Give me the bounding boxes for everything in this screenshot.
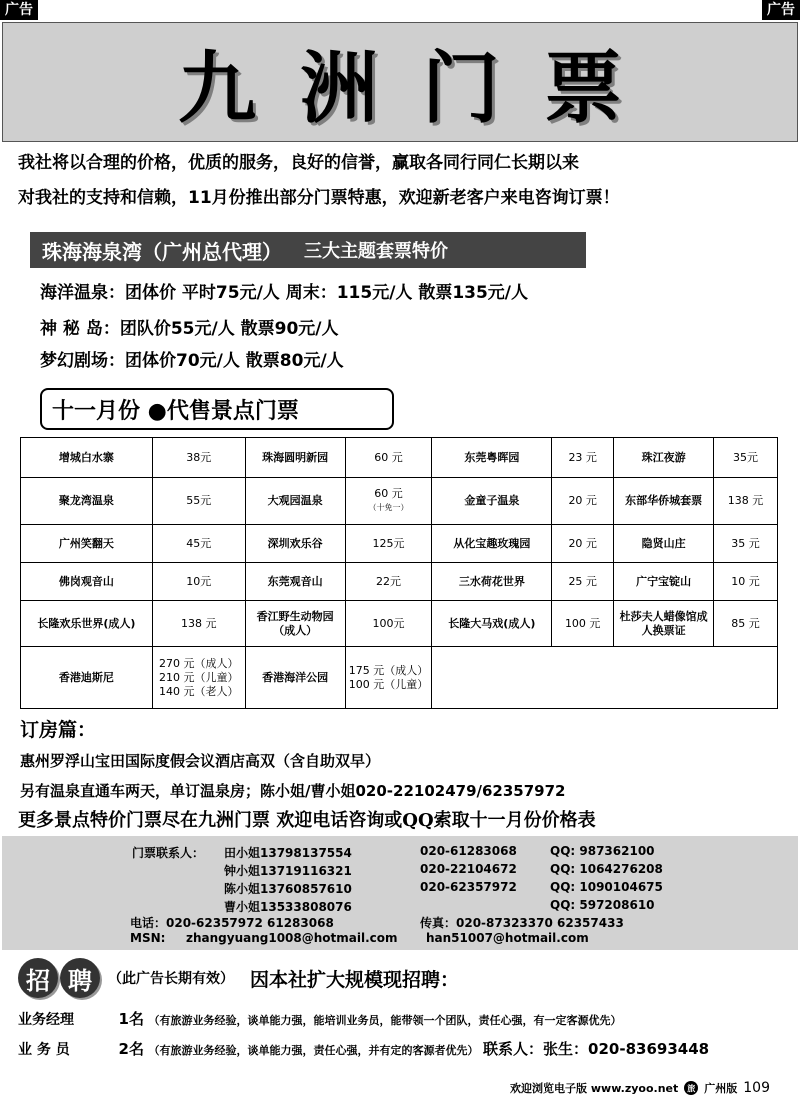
ticket-name: 香港海洋公园: [245, 647, 345, 709]
job-count: 2名: [118, 1040, 144, 1058]
ticket-name: 深圳欢乐谷: [245, 525, 345, 563]
ticket-price: 138 元: [714, 478, 778, 525]
ticket-name: 三水荷花世界: [432, 563, 552, 601]
package-line: [40, 346, 344, 371]
ticket-name: 广州笑翻天: [21, 525, 153, 563]
job-line: [18, 1038, 709, 1059]
ticket-price: 22元: [345, 563, 432, 601]
promo-banner-sub: 三大主题套票特价: [304, 241, 448, 262]
ticket-name: 增城白水寨: [21, 438, 153, 478]
ticket-price: 60 元: [345, 438, 432, 478]
contact-person: 田小姐13798137554: [224, 846, 352, 860]
intro-line-1: 我社将以合理的价格，优质的服务，良好的信誉，赢取各同行同仁长期以来: [18, 153, 579, 173]
ticket-name: 珠海圆明新园: [245, 438, 345, 478]
table-row: [21, 525, 778, 563]
contact-phone: 020-61283068: [420, 844, 517, 858]
ticket-name: 长隆欢乐世界(成人): [21, 601, 153, 647]
ticket-price: 35 元: [714, 525, 778, 563]
ticket-price: 55元: [152, 478, 245, 525]
ticket-price: [152, 647, 245, 709]
job-count: 1名: [118, 1010, 144, 1028]
booking-line-2: 另有温泉直通车两天，单订温泉房；陈小姐/曹小姐020-22102479/62357972: [20, 782, 566, 800]
ticket-price: 125元: [345, 525, 432, 563]
ticket-name: 佛岗观音山: [21, 563, 153, 601]
package-label: 神 秘 岛：: [40, 319, 120, 339]
package-line: [40, 314, 339, 339]
contact-person: 钟小姐13719116321: [224, 864, 352, 878]
job-title: 业 务 员: [18, 1042, 70, 1058]
ticket-price: 138 元: [152, 601, 245, 647]
package-detail: 团体价70元/人 散票80元/人: [125, 351, 344, 371]
recruit-title: 因本社扩大规模现招聘：: [250, 968, 460, 991]
footer-edition: 广州版: [704, 1082, 738, 1095]
ticket-name: 东部华侨城套票: [614, 478, 714, 525]
job-desc: （有旅游业务经验，谈单能力强，责任心强，并有定的客源者优先）: [148, 1044, 479, 1057]
ticket-name: 长隆大马戏(成人): [432, 601, 552, 647]
msn-label: MSN:: [130, 931, 166, 945]
table-row: [21, 647, 778, 709]
price-adult: 175 元（成人）: [348, 663, 429, 677]
contacts-label: 门票联系人：: [132, 846, 205, 860]
package-detail: 团体价 平时75元/人 周末：115元/人 散票135元/人: [125, 283, 529, 303]
contact-person: 曹小姐13533808076: [224, 900, 352, 914]
empty-cell: [432, 647, 778, 709]
job-contact: 联系人：张生：020-83693448: [483, 1040, 710, 1058]
contact-person: 陈小姐13760857610: [224, 882, 352, 896]
ad-tag-left: 广告: [0, 0, 38, 20]
table-row: [21, 438, 778, 478]
ad-tag-right: 广告: [762, 0, 800, 20]
ticket-name: 东莞观音山: [245, 563, 345, 601]
footer-text: 欢迎浏览电子版 www.zyoo.net: [510, 1082, 679, 1095]
ticket-price: 20 元: [552, 525, 614, 563]
section-title: 十一月份 ●代售景点门票: [40, 388, 394, 430]
contact-phone: 020-62357972: [420, 880, 517, 894]
table-row: [21, 563, 778, 601]
ticket-price: 10 元: [714, 563, 778, 601]
price-senior: 140 元（老人）: [158, 684, 239, 698]
ticket-price: 20 元: [552, 478, 614, 525]
ticket-price-note: （十免一）: [368, 503, 409, 512]
ticket-name: 大观园温泉: [245, 478, 345, 525]
recruit-header: [18, 958, 459, 998]
more-tickets-note: 更多景点特价门票尽在九洲门票 欢迎电话咨询或QQ索取十一月份价格表: [18, 810, 596, 831]
ticket-name: 金童子温泉: [432, 478, 552, 525]
booking-line-1: 惠州罗浮山宝田国际度假会议酒店高双（含自助双早）: [20, 752, 381, 770]
ticket-price: 100 元: [552, 601, 614, 647]
ticket-name: 广宁宝锭山: [614, 563, 714, 601]
ticket-price: 25 元: [552, 563, 614, 601]
table-row: [21, 601, 778, 647]
ticket-price: 23 元: [552, 438, 614, 478]
package-label: 海洋温泉：: [40, 283, 125, 303]
recruit-char: 招: [18, 958, 58, 998]
ticket-price: 10元: [152, 563, 245, 601]
ticket-price: 45元: [152, 525, 245, 563]
price-adult: 270 元（成人）: [158, 656, 239, 670]
msn-address[interactable]: zhangyuang1008@hotmail.com: [186, 931, 398, 945]
ticket-table: [20, 437, 778, 709]
ticket-price-value: 60 元: [374, 487, 403, 500]
ticket-name: 香港迪斯尼: [21, 647, 153, 709]
contact-phone: 020-22104672: [420, 862, 517, 876]
ticket-price: 38元: [152, 438, 245, 478]
contact-fax: 传真：020-87323370 62357433: [420, 916, 624, 930]
ticket-price: 85 元: [714, 601, 778, 647]
ticket-name: 珠江夜游: [614, 438, 714, 478]
contact-qq: QQ: 1064276208: [550, 862, 663, 876]
page-title: 九洲门票: [177, 43, 666, 134]
ticket-name: 从化宝趣玫瑰园: [432, 525, 552, 563]
job-line: [18, 1008, 622, 1029]
package-label: 梦幻剧场：: [40, 351, 125, 371]
ticket-name: 隐贤山庄: [614, 525, 714, 563]
brand-logo-icon: 旅: [684, 1081, 698, 1095]
intro-line-2: 对我社的支持和信赖，11月份推出部分门票特惠，欢迎新老客户来电咨询订票！: [18, 188, 620, 208]
recruit-char: 聘: [60, 958, 100, 998]
job-title: 业务经理: [18, 1012, 74, 1028]
ticket-price: [345, 647, 432, 709]
recruit-note: （此广告长期有效）: [108, 971, 234, 987]
ticket-price: 100元: [345, 601, 432, 647]
ticket-name: 杜莎夫人蜡像馆成人换票证: [614, 601, 714, 647]
page-footer: [510, 1080, 770, 1096]
table-row: [21, 478, 778, 525]
ticket-price: [345, 478, 432, 525]
msn-address[interactable]: han51007@hotmail.com: [426, 931, 589, 945]
contact-tel: 电话：020-62357972 61283068: [130, 916, 334, 930]
package-line: [40, 278, 528, 303]
contact-qq: QQ: 1090104675: [550, 880, 663, 894]
ticket-name: 聚龙湾温泉: [21, 478, 153, 525]
job-desc: （有旅游业务经验，谈单能力强，能培训业务员，能带领一个团队，责任心强，有一定客源优先）: [148, 1014, 622, 1027]
package-detail: 团队价55元/人 散票90元/人: [119, 319, 339, 339]
price-child: 210 元（儿童）: [158, 670, 239, 684]
contact-qq: QQ: 597208610: [550, 898, 655, 912]
ticket-price: 35元: [714, 438, 778, 478]
header-banner: [2, 22, 798, 142]
booking-title: 订房篇：: [20, 719, 97, 741]
page-number: 109: [743, 1080, 770, 1096]
price-child: 100 元（儿童）: [348, 677, 429, 691]
ticket-name: 香江野生动物园（成人）: [245, 601, 345, 647]
promo-banner-main: 珠海海泉湾（广州总代理）: [42, 239, 282, 264]
contact-box: [2, 836, 798, 950]
ticket-name: 东莞粤晖园: [432, 438, 552, 478]
contact-qq: QQ: 987362100: [550, 844, 655, 858]
promo-banner: [30, 232, 586, 268]
